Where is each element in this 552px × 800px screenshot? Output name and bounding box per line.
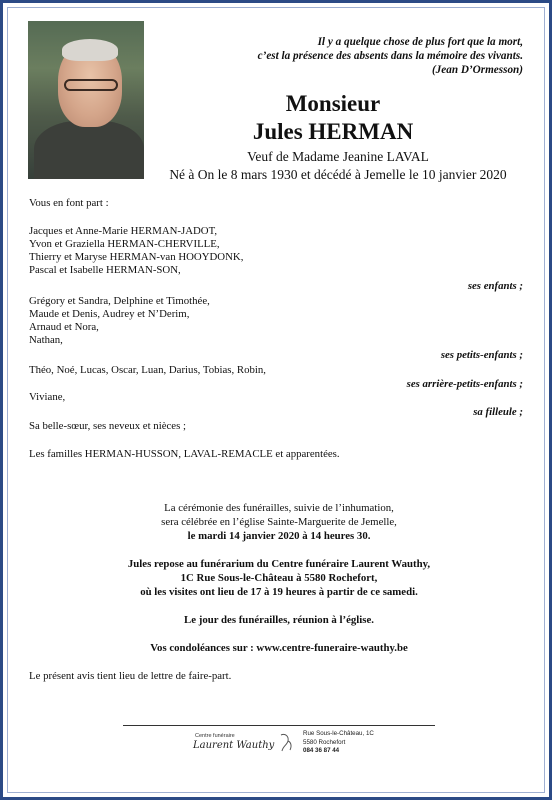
child-line: Yvon et Graziella HERMAN-CHERVILLE, bbox=[29, 238, 220, 250]
children-label: ses enfants ; bbox=[467, 280, 523, 292]
intro-line: Vous en font part : bbox=[29, 197, 109, 209]
portrait-glasses bbox=[64, 79, 118, 91]
meeting-line: Le jour des funérailles, réunion à l’église. bbox=[184, 614, 374, 626]
logo-name-text: Laurent Wauthy bbox=[193, 740, 275, 751]
ceremony-date: le mardi 14 janvier 2020 à 14 heures 30. bbox=[187, 530, 371, 542]
goddaughter-line: Viviane, bbox=[29, 391, 66, 403]
great-grandchildren-line: Théo, Noé, Lucas, Oscar, Luan, Darius, Tobias, Robin, bbox=[29, 364, 266, 376]
logo-small-text: Centre funéraire bbox=[195, 733, 235, 739]
notice-line: Le présent avis tient lieu de lettre de faire-part. bbox=[29, 670, 232, 682]
widower-line: Veuf de Madame Jeanine LAVAL bbox=[247, 149, 429, 164]
quote-line-1: Il y a quelque chose de plus fort que la mort, bbox=[317, 36, 523, 48]
address-line-2: 5580 Rochefort bbox=[303, 738, 346, 746]
great-grandchildren-label: ses arrière-petits-enfants ; bbox=[406, 378, 523, 390]
address-line-1: Rue Sous-le-Château, 1C bbox=[303, 730, 374, 737]
portrait-shoulders bbox=[34, 121, 144, 179]
condolences-line: Vos condoléances sur : www.centre-funeraire-wauthy.be bbox=[150, 642, 408, 654]
footer-address bbox=[303, 730, 374, 756]
ceremony-line-2: sera célébrée en l’église Sainte-Marguerite de Jemelle, bbox=[161, 516, 397, 528]
grandchildren-label: ses petits-enfants ; bbox=[440, 349, 523, 361]
quote-author: (Jean D’Ormesson) bbox=[431, 64, 523, 76]
funeral-home-line-2: 1C Rue Sous-le-Château à 5580 Rochefort, bbox=[180, 572, 378, 584]
funeral-home-line-1: Jules repose au funérarium du Centre funéraire Laurent Wauthy, bbox=[127, 558, 431, 570]
ceremony-line-1: La cérémonie des funérailles, suivie de l’inhumation, bbox=[164, 502, 394, 514]
birth-death-line: Né à On le 8 mars 1930 et décédé à Jemelle le 10 janvier 2020 bbox=[169, 167, 507, 182]
goddaughter-label: sa filleule ; bbox=[473, 406, 523, 418]
child-line: Jacques et Anne-Marie HERMAN-JADOT, bbox=[29, 225, 218, 237]
quote-line-2: c’est la présence des absents dans la mémoire des vivants. bbox=[257, 50, 523, 62]
child-line: Thierry et Maryse HERMAN-van HOOYDONK, bbox=[29, 251, 244, 263]
in-laws-line: Sa belle-sœur, ses neveux et nièces ; bbox=[29, 420, 186, 432]
grandchild-line: Grégory et Sandra, Delphine et Timothée, bbox=[29, 295, 210, 307]
grandchild-line: Arnaud et Nora, bbox=[29, 321, 99, 333]
footer-divider bbox=[123, 725, 435, 726]
portrait-hair bbox=[62, 39, 118, 61]
phone-number: 084 36 87 44 bbox=[303, 747, 340, 754]
hand-logo-icon bbox=[277, 732, 295, 754]
epigraph-quote bbox=[193, 35, 523, 77]
child-line: Pascal et Isabelle HERMAN-SON, bbox=[29, 264, 181, 276]
grandchild-line: Nathan, bbox=[29, 334, 63, 346]
deceased-name: Jules HERMAN bbox=[252, 119, 414, 144]
funeral-home-line-3: où les visites ont lieu de 17 à 19 heures à partir de ce samedi. bbox=[140, 586, 418, 598]
portrait-photo bbox=[28, 21, 144, 179]
honorific: Monsieur bbox=[285, 91, 381, 116]
grandchild-line: Maude et Denis, Audrey et N’Derim, bbox=[29, 308, 190, 320]
families-line: Les familles HERMAN-HUSSON, LAVAL-REMACLE et apparentées. bbox=[29, 448, 340, 460]
